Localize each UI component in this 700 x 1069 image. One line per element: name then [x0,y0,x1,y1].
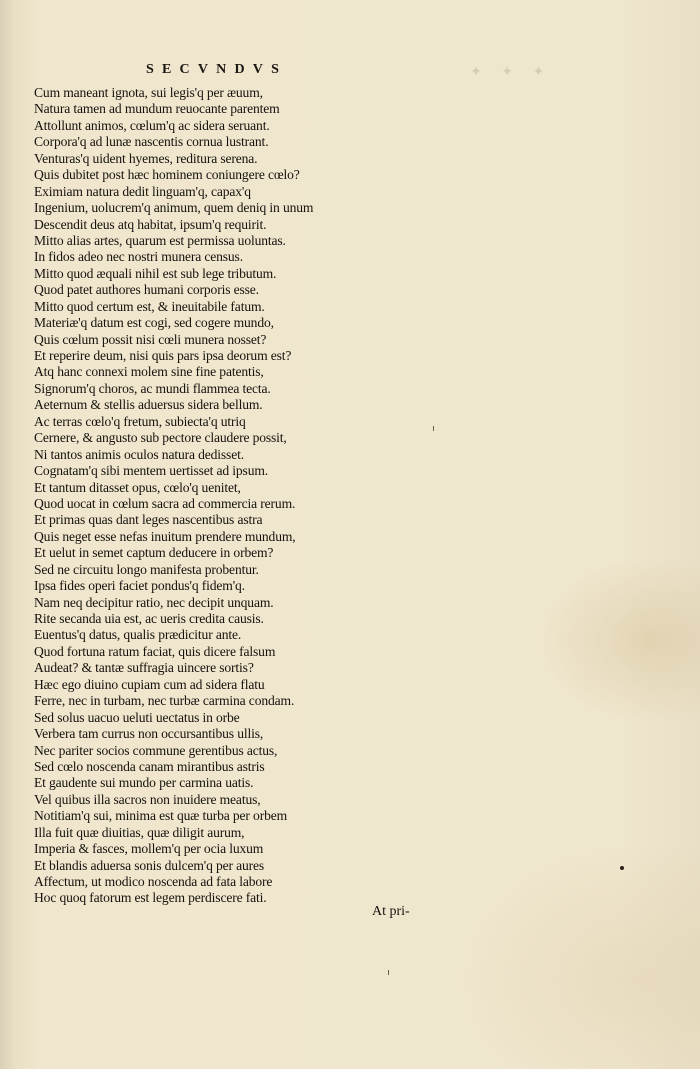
verse-line: Verbera tam currus non occursantibus ullis, [34,726,264,742]
verse-line: Hæc ego diuino cupiam cum ad sidera flatu [34,676,265,692]
verse-line: Rite secanda uia est, ac ueris credita causis. [34,611,264,626]
verse-line: Atq hanc connexi molem sine fine patentis, [34,364,264,380]
verse-line: Notitiam'q sui, minima est quæ turba per orbem [34,808,288,824]
verse-line: Signorum'q choros, ac mundi flammea tecta. [34,380,271,396]
verse-line: Attollunt animos, cœlum'q ac sidera seruant. [34,117,270,133]
verse-line: Et reperire deum, nisi quis pars ipsa deorum est? [34,348,292,363]
verse-line: Ac terras cœlo'q fretum, subiecta'q utriq [34,413,246,429]
verse-list [34,85,380,907]
verse-line: Mitto alias artes, quarum est permissa uoluntas. [34,232,286,248]
verse-line: Hoc quoq fatorum est legem perdiscere fati. [34,890,267,906]
verse-line: Cognatam'q sibi mentem uertisset ad ipsum. [34,463,269,479]
verse-line: Quis cœlum possit nisi cœli munera nosset? [34,331,267,347]
running-head: SECVNDVS [146,62,288,77]
verse-line: Et uelut in semet captum deducere in orbem? [34,545,274,561]
verse-line: Sed ne circuitu longo manifesta probentur. [34,561,259,577]
verse-line: Illa fuit quæ diuitias, quæ diligit aurum, [34,824,245,840]
verse-line: Quod fortuna ratum faciat, quis dicere falsum [34,643,276,659]
ink-spot [620,866,624,870]
verse-line: Sed solus uacuo ueluti uectatus in orbe [34,709,240,725]
verse-line: Vel quibus illa sacros non inuidere meatus, [34,791,261,807]
verse-line: Quod patet authores humani corporis esse. [34,282,259,298]
verse-line: Ipsa fides operi faciet pondus'q fidem'q. [34,578,245,594]
verse-line: Eximiam natura dedit linguam'q, capax'q [34,183,251,199]
verse-line: Aeternum & stellis aduersus sidera bellum. [34,397,263,413]
verse-line: Et primas quas dant leges nascentibus astra [34,512,263,528]
catchword: At pri- [372,904,410,919]
margin-mark [388,970,389,975]
verse-line: Audeat? & tantæ suffragia uincere sortis? [34,660,254,676]
verse-line: Ferre, nec in turbam, nec turbæ carmina condam. [34,693,295,709]
verse-line: Venturas'q uident hyemes, reditura serena. [34,150,258,166]
verse-line: Cernere, & angusto sub pectore claudere possit, [34,430,287,446]
verse-line: Et tantum ditasset opus, cœlo'q uenitet, [34,479,241,495]
verse-line: Sed cœlo noscenda canam mirantibus astris [34,758,265,774]
verse-line: Mitto quod certum est, & ineuitabile fatum. [34,298,265,314]
verse-line: Corpora'q ad lunæ nascentis cornua lustrant. [34,134,269,150]
margin-mark [433,426,434,431]
verse-line: Nec pariter socios commune gerentibus actus, [34,742,278,758]
verse-line: Mitto quod æquali nihil est sub lege tributum. [34,265,277,281]
verse-line: Nam neq decipitur ratio, nec decipit unquam. [34,594,274,610]
verse-line: Imperia & fasces, mollem'q per ocia luxum [34,841,264,857]
show-through-text [372,86,700,102]
verse-line: Ingenium, uolucrem'q animum, quem deniq in unum [34,200,314,216]
verse-line: Natura tamen ad mundum reuocante parentem [34,101,280,117]
show-through-running-head: ✦ ✦ ✦ [462,65,545,80]
verse-line: Cum maneant ignota, sui legis'q per æuum, [34,85,263,100]
verse-line: Descendit deus atq habitat, ipsum'q requirit. [34,216,267,232]
verse-line: Et gaudente sui mundo per carmina uatis. [34,775,254,791]
verse-line: Et blandis aduersa sonis dulcem'q per aures [34,857,265,873]
verse-line: Quis dubitet post hæc hominem coniungere cœlo? [34,167,300,183]
verse-line: Affectum, ut modico noscenda ad fata labore [34,874,273,889]
verse-line: Quod uocat in cœlum sacra ad commercia rerum. [34,495,296,511]
verse-line: Quis neget esse nefas inuitum prendere mundum, [34,528,296,544]
verse-line: Euentus'q datus, qualis prædicitur ante. [34,627,242,643]
verse-line: Materiæ'q datum est cogi, sed cogere mundo, [34,315,274,331]
verse-line: Ni tantos animis oculos natura dedisset. [34,446,244,462]
verse-line: In fidos adeo nec nostri munera census. [34,249,243,265]
